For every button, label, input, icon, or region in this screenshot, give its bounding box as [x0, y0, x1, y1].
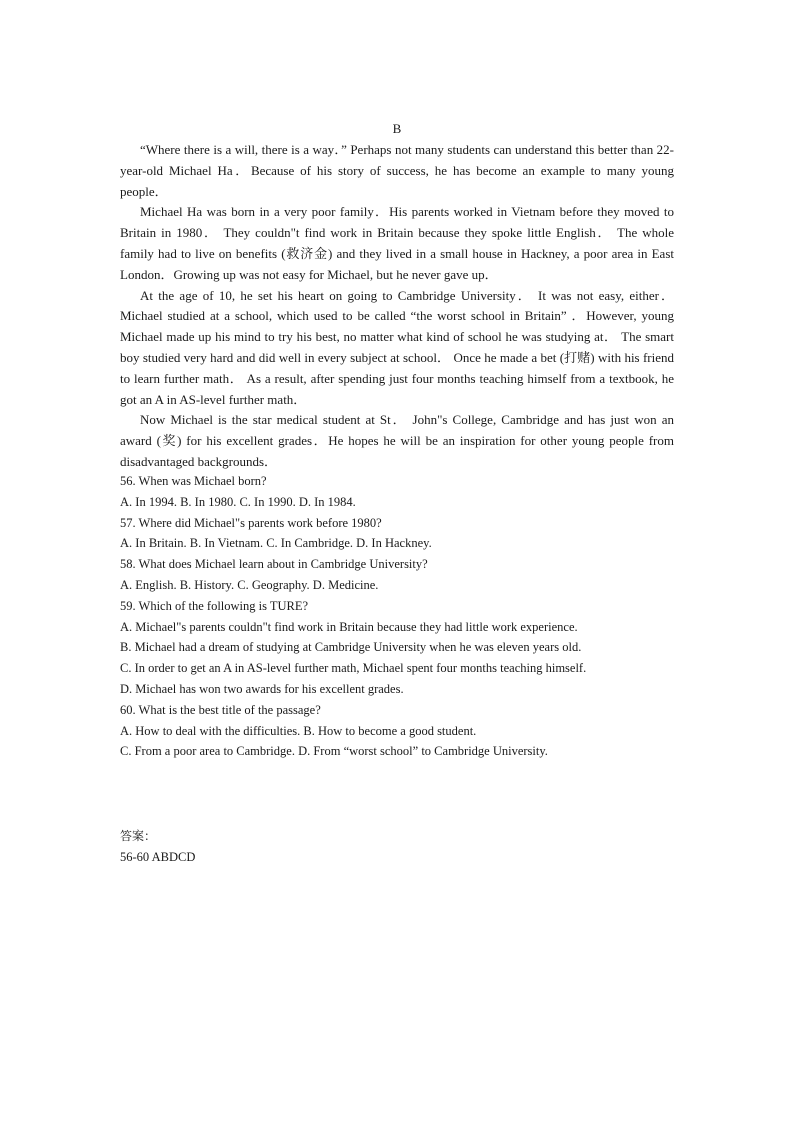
answer-key [120, 826, 420, 868]
question-57: 57. Where did Michael"s parents work before 1980? [120, 515, 382, 530]
question-57-options: A. In Britain. B. In Vietnam. C. In Cambridge. D. In Hackney. [120, 536, 432, 551]
question-list [120, 471, 680, 762]
question-58: 58. What does Michael learn about in Cambridge University? [120, 557, 428, 572]
question-59-option-c: C. In order to get an A in AS-level further math, Michael spent four months teaching himself. [120, 661, 587, 676]
passage-paragraph: “Where there is a will, there is a way．” Perhaps not many students can understand this better than 22-year-old Michael Ha．Because of his story of success, he has become an example to many young people． [120, 142, 674, 199]
question-59-option-a: A. Michael"s parents couldn"t find work in Britain because they had little work experience. [120, 619, 578, 634]
question-58-options: A. English. B. History. C. Geography. D. Medicine. [120, 577, 379, 592]
passage-paragraph: Now Michael is the star medical student at St． John"s College, Cambridge and has just won an award (奖) for his excellent grades．He hopes he will be an inspiration for other young people from disadvantaged backgrounds． [120, 412, 674, 469]
section-heading: B [392, 121, 402, 136]
question-60-options-ab: A. How to deal with the difficulties. B. How to become a good student. [120, 723, 477, 738]
question-56: 56. When was Michael born? [120, 474, 267, 488]
question-60: 60. What is the best title of the passage? [120, 702, 321, 717]
question-59-option-d: D. Michael has won two awards for his excellent grades. [120, 681, 404, 696]
reading-passage [120, 140, 674, 473]
question-56-options: A. In 1994. B. In 1980. C. In 1990. D. In 1984. [120, 494, 356, 509]
question-59: 59. Which of the following is TURE? [120, 598, 309, 613]
answer-value: 56-60 ABDCD [120, 849, 196, 864]
answer-label: 答案： [120, 829, 157, 843]
passage-paragraph: At the age of 10, he set his heart on going to Cambridge University． It was not easy, either．Michael studied at a school, which used to be called “the worst school in Britain” ．However, young Michael made up his mind to try his best, no matter what kind of school he was studying at． The smart boy studied very hard and did well in every subject at school． Once he made a bet (打赌) with his friend to learn further math． As a result, after spending just four months teaching himself from a textbook, he got an A in AS-level further math． [120, 287, 674, 407]
question-60-options-cd: C. From a poor area to Cambridge. D. From “worst school” to Cambridge University. [120, 744, 548, 759]
passage-paragraph: Michael Ha was born in a very poor family．His parents worked in Vietnam before they moved to Britain in 1980． They couldn"t find work in Britain because they spoke little English． The whole family had to live on benefits (救济金) and they lived in a small house in Hackney, a poor area in East London．Growing up was not easy for Michael, but he never gave up． [120, 204, 674, 282]
question-59-option-b: B. Michael had a dream of studying at Cambridge University when he was eleven years old. [120, 640, 582, 655]
